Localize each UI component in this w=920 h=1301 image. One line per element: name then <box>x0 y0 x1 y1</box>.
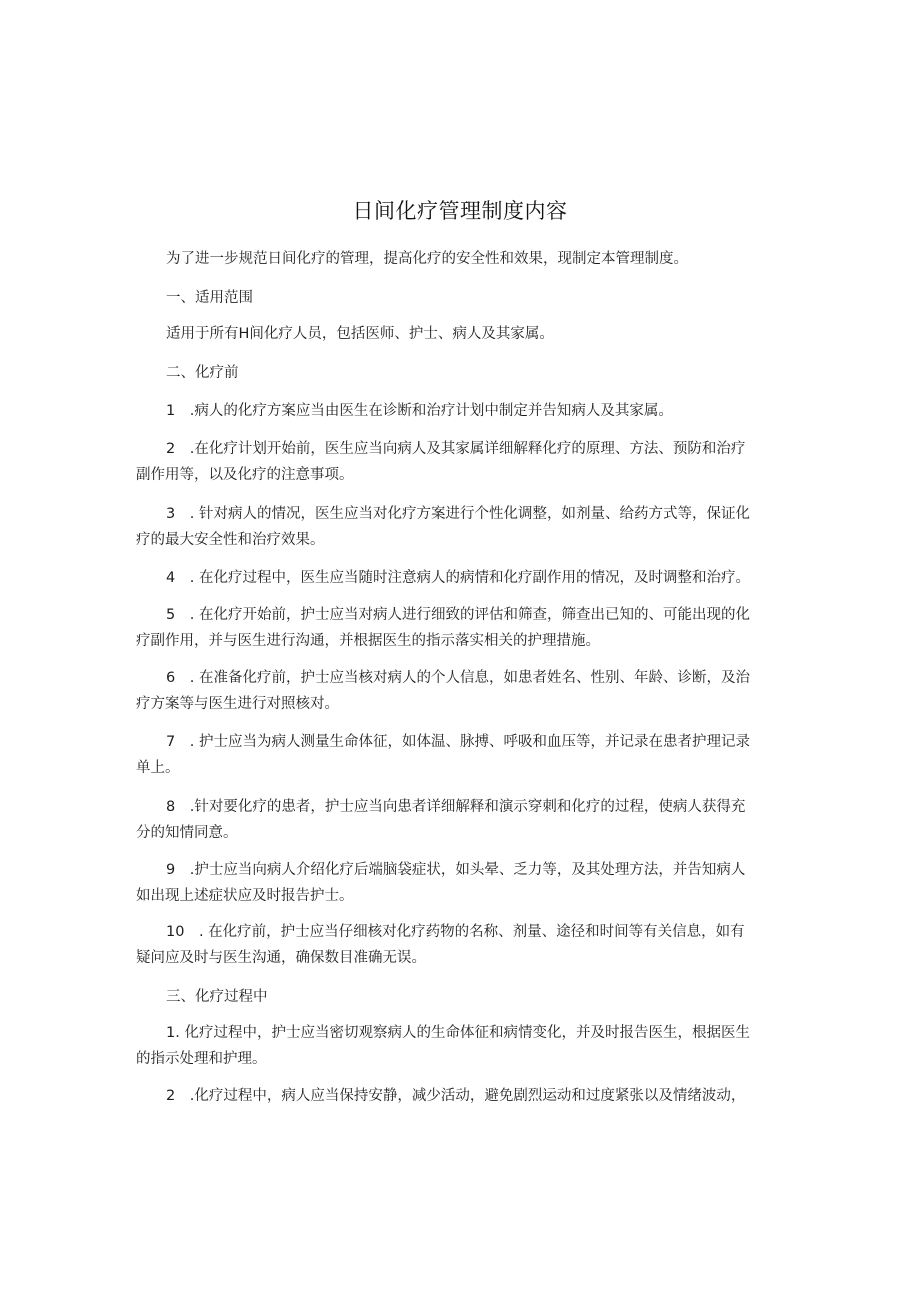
list-item-line: 8 .针对要化疗的患者，护士应当向患者详细解释和演示穿刺和化疗的过程，使病人获得充 <box>166 799 746 815</box>
list-item-line: 单上。 <box>136 760 180 776</box>
list-item-line: 2 .化疗过程中，病人应当保持安静，减少活动，避免剧烈运动和过度紧张以及情绪波动， <box>166 1088 746 1104</box>
list-item-line: 10 . 在化疗前，护士应当仔细核对化疗药物的名称、剂量、途径和时间等有关信息，如有 <box>166 924 745 940</box>
list-item-line: 的指示处理和护理。 <box>136 1051 267 1067</box>
list-item-line: 6 . 在准备化疗前，护士应当核对病人的个人信息，如患者姓名、性别、年龄、诊断，及治 <box>166 670 750 686</box>
list-item-line: 2 .在化疗计划开始前，医生应当向病人及其家属详细解释化疗的原理、方法、预防和治疗 <box>166 441 746 457</box>
list-item-line: 7 . 护士应当为病人测量生命体征，如体温、脉搏、呼吸和血压等，并记录在患者护理记录 <box>166 734 750 750</box>
section1-text: 适用于所有H间化疗人员，包括医师、护士、病人及其家属。 <box>166 326 554 342</box>
intro-text: 为了进一步规范日间化疗的管理，提高化疗的安全性和效果，现制定本管理制度。 <box>166 251 688 267</box>
list-item-line: 3 . 针对病人的情况，医生应当对化疗方案进行个性化调整，如剂量、给药方式等，保证化 <box>166 506 750 522</box>
section1-heading: 一、适用范围 <box>166 290 253 306</box>
list-item-line: 疑问应及时与医生沟通，确保数目准确无误。 <box>136 950 426 966</box>
list-item-line: 5 . 在化疗开始前，护士应当对病人进行细致的评估和筛查，筛查出已知的、可能出现的化 <box>166 607 750 623</box>
list-item-line: 4 . 在化疗过程中，医生应当随时注意病人的病情和化疗副作用的情况，及时调整和治疗。 <box>166 570 750 586</box>
list-item-line: 1. 化疗过程中，护士应当密切观察病人的生命体征和病情变化，并及时报告医生，根据医生 <box>166 1025 750 1041</box>
list-item-line: 副作用等，以及化疗的注意事项。 <box>136 467 354 483</box>
list-item-line: 9 .护士应当向病人介绍化疗后端脑袋症状，如头晕、乏力等，及其处理方法，并告知病人 <box>166 862 746 878</box>
section3-heading: 三、化疗过程中 <box>166 989 268 1005</box>
list-item-line: 疗副作用，并与医生进行沟通，并根据医生的指示落实相关的护理措施。 <box>136 633 600 649</box>
list-item-line: 疗的最大安全性和治疗效果。 <box>136 532 325 548</box>
list-item-line: 疗方案等与医生进行对照核对。 <box>136 696 339 712</box>
list-item-line: 1 .病人的化疗方案应当由医生在诊断和治疗计划中制定并告知病人及其家属。 <box>166 403 673 419</box>
section2-heading: 二、化疗前 <box>166 365 239 381</box>
list-item-line: 分的知情同意。 <box>136 825 238 841</box>
document-title: 日间化疗管理制度内容 <box>352 199 568 223</box>
list-item-line: 如出现上述症状应及时报告护士。 <box>136 888 354 904</box>
